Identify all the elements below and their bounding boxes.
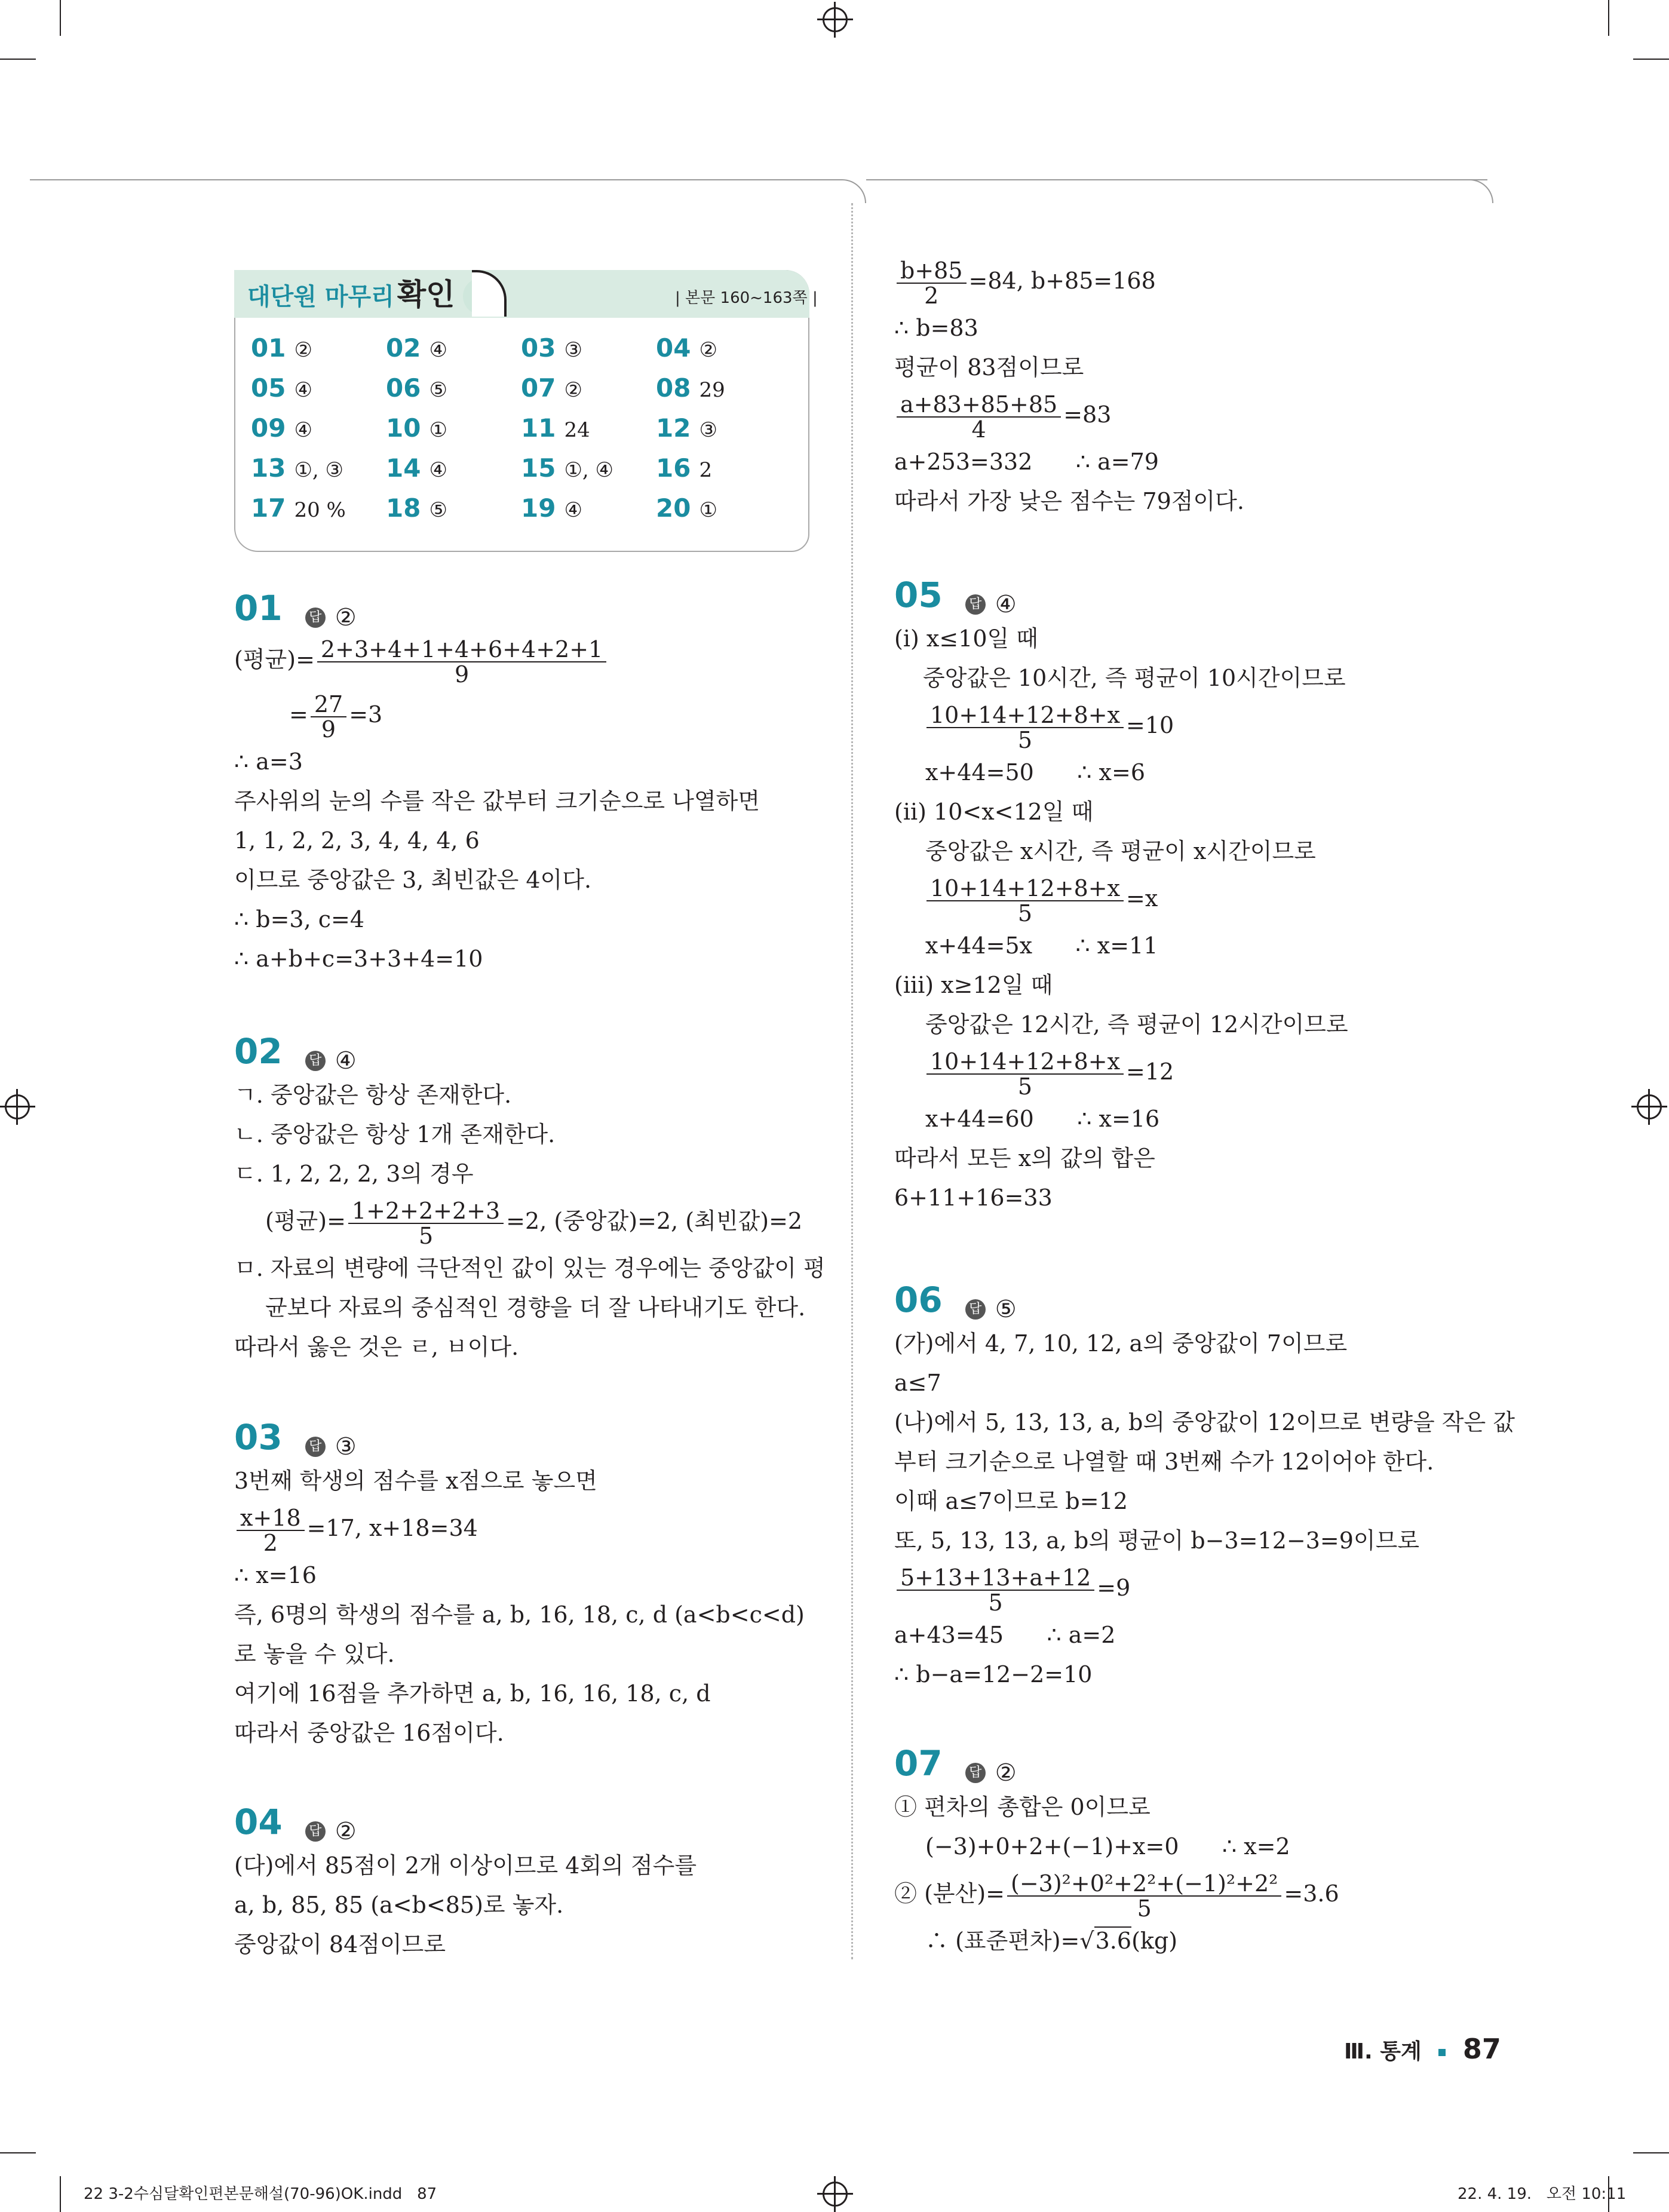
answer-item [251,413,312,443]
denominator: 5 [418,1222,434,1249]
q05-number: 05 [894,575,943,615]
q05-line13: 따라서 모든 x의 값의 합은 [894,1145,1155,1171]
q04-choice: ② [335,1817,357,1845]
q01-line1 [234,632,760,687]
q06-line7 [894,1560,1515,1615]
q02-line2: ㄴ. 중앙값은 항상 1개 존재한다. [234,1121,556,1148]
q01-choice: ② [335,603,357,631]
q02-line4 [234,1194,826,1248]
answer-item [521,333,582,363]
answer-item [386,413,447,443]
footer-file: 22 3-2수심달확인편본문해설(70-96)OK.indd 87 [84,2185,437,2203]
registration-mark-icon [5,1094,30,1119]
q02-line5: ㅁ. 자료의 변량에 극단적인 값이 있는 경우에는 중앙값이 평 [234,1255,826,1281]
q02-number: 02 [234,1031,283,1072]
registration-mark-icon [823,7,848,32]
answer-item [656,413,717,443]
answer-item [386,373,447,403]
q06-header [894,1276,1515,1324]
answer-value: ④ [429,338,447,362]
q03-line3: ∴ x=16 [234,1562,317,1588]
denominator: 2 [924,282,939,309]
answer-box-title [247,275,500,314]
q07-line1: ① 편차의 총합은 0이므로 [894,1794,1150,1820]
answer-number: 14 [386,453,421,483]
answer-number: 09 [251,413,286,443]
answer-number: 12 [656,413,691,443]
q04-r1 [894,253,1244,308]
q05-line11 [894,1044,1348,1099]
q07-line2: (−3)+0+2+(−1)+x=0 ∴ x=2 [925,1833,1290,1860]
q04-r5: a+253=332 ∴ a=79 [894,449,1159,475]
registration-mark-icon [1637,1094,1662,1119]
denominator: 5 [1017,1073,1033,1100]
q02-line1: ㄱ. 중앙값은 항상 존재한다. [234,1082,512,1108]
q03-l2-post: =17, x+18=34 [306,1515,478,1541]
q04-header [234,1798,697,1846]
answer-number: 15 [521,453,556,483]
q04-section [234,1798,697,1964]
answer-box-title-b: 확인 [397,277,455,312]
page-number: 87 [1462,2033,1501,2065]
denominator: 5 [988,1589,1003,1616]
denominator: 9 [454,661,470,688]
q02-choice: ④ [335,1047,357,1075]
crop-mark [0,2152,36,2153]
q04-r4-post: =83 [1063,401,1112,428]
q02-line6: 균보다 자료의 중심적인 경향을 더 잘 나타내기도 한다. [265,1294,806,1321]
q03-section [234,1413,805,1753]
q07-line3 [894,1866,1339,1921]
denominator: 2 [263,1529,278,1556]
q04-number: 04 [234,1802,283,1842]
answer-item [251,453,343,483]
q03-line2 [234,1501,805,1556]
q04-line2: a, b, 85, 85 (a<b<85)로 놓자. [234,1892,564,1918]
q05-line8: x+44=5x ∴ x=11 [925,932,1158,959]
q05-l7-post: =x [1126,885,1158,912]
answer-item [251,493,346,523]
answer-label-icon: 답 [305,608,326,628]
answer-value: ③ [699,418,717,442]
answer-value: ① [429,418,447,442]
q06-line4: 부터 크기순으로 나열할 때 3번째 수가 12이어야 한다. [894,1449,1434,1475]
denominator: 5 [1017,726,1033,753]
fraction [897,1566,1094,1615]
footer-square-icon [1438,2049,1446,2056]
q04-r4 [894,387,1244,442]
answer-item [656,453,712,483]
q05-l3-post: =10 [1126,712,1174,738]
answer-number: 05 [251,373,286,403]
q05-line6: 중앙값은 x시간, 즉 평균이 x시간이므로 [925,838,1316,864]
q04-r3: 평균이 83점이므로 [894,354,1084,381]
answer-item [251,333,312,363]
answer-item [656,333,717,363]
q02-section [234,1027,826,1367]
answer-label-icon: 답 [305,1437,326,1457]
q05-line5: (ⅱ) 10<x<12일 때 [894,799,1094,825]
q02-line7: 따라서 옳은 것은 ㄹ, ㅂ이다. [234,1334,519,1360]
q03-line7: 따라서 중앙값은 16점이다. [234,1720,504,1746]
answer-item [521,493,582,523]
q05-line4: x+44=50 ∴ x=6 [925,759,1145,786]
numerator: b+85 [897,259,967,284]
fraction [237,1506,305,1555]
denominator: 5 [1137,1895,1152,1922]
answer-box-title-a: 대단원 마무리 [247,283,394,311]
answer-item [656,493,717,523]
column-divider [851,203,853,1959]
q03-choice: ③ [335,1432,357,1461]
fraction [926,703,1124,752]
q04-r1-post: =84, b+85=168 [968,268,1156,294]
q06-l7-post: =9 [1097,1575,1131,1601]
answer-value: ⑤ [429,498,447,522]
answer-value: ①, ③ [294,458,344,482]
q07-line4 [894,1921,1339,1961]
denominator: 5 [1017,900,1033,926]
answer-value: ⑤ [429,378,447,402]
q01-l2-post: =3 [349,701,383,728]
q05-line9: (ⅲ) x≥12일 때 [894,972,1053,998]
answer-value: ④ [294,378,312,402]
q07-l3-post: =3.6 [1284,1880,1339,1907]
crop-mark [1633,2152,1669,2153]
q06-line2: a≤7 [894,1370,941,1396]
q02-l4-pre: (평균)= [265,1208,346,1234]
answer-number: 10 [386,413,421,443]
answer-number: 07 [521,373,556,403]
q05-l11-post: =12 [1126,1059,1174,1085]
q07-section [894,1739,1339,1961]
footer-section [1344,2031,1501,2070]
answer-number: 13 [251,453,286,483]
fraction [897,392,1061,441]
q04-r6: 따라서 가장 낮은 점수는 79점이다. [894,488,1244,514]
q03-number: 03 [234,1417,283,1458]
answer-number: 19 [521,493,556,523]
numerator: 5+13+13+a+12 [897,1566,1094,1591]
q05-line3 [894,698,1348,753]
answer-item [521,453,613,483]
answer-item [521,413,590,443]
q01-number: 01 [234,588,283,628]
q06-line9: ∴ b−a=12−2=10 [894,1661,1093,1688]
q05-line7 [894,871,1348,926]
q06-line8: a+43=45 ∴ a=2 [894,1622,1116,1648]
page-frame-top-right [866,179,1487,180]
denominator: 4 [971,416,986,443]
q03-line5: 로 놓을 수 있다. [234,1641,395,1667]
q04-line3: 중앙값이 84점이므로 [234,1931,446,1958]
q03-line4: 즉, 6명의 학생의 점수를 a, b, 16, 18, c, d (a<b<c<d) [234,1602,805,1628]
q07-number: 07 [894,1743,943,1784]
answer-item [521,373,582,403]
numerator: 10+14+12+8+x [926,703,1124,728]
answer-label-icon: 답 [965,1763,986,1783]
answer-number: 06 [386,373,421,403]
answer-item [656,373,725,403]
q07-choice: ② [995,1759,1017,1787]
q07-l4-pre: ∴ (표준편차)=√ [925,1928,1094,1954]
numerator: 1+2+2+2+3 [348,1199,504,1224]
q05-line14: 6+11+16=33 [894,1185,1053,1211]
q06-line3: (나)에서 5, 13, 13, a, b의 중앙값이 12이므로 변량을 작은 값 [894,1409,1515,1435]
q01-l1-pre: (평균)= [234,646,315,673]
fraction [311,692,346,741]
registration-mark-icon [823,2182,848,2207]
answer-value: 20 % [294,498,346,522]
q02-header [234,1027,826,1075]
crop-mark [1633,59,1669,60]
q06-section [894,1276,1515,1694]
fraction [317,637,606,686]
crop-mark [1608,0,1609,36]
answer-number: 01 [251,333,286,363]
q07-l4-radicand: 3.6 [1095,1928,1132,1954]
answer-value: ④ [429,458,447,482]
answer-value: ③ [564,338,582,362]
answer-label-icon: 답 [305,1821,326,1842]
fraction [897,259,967,308]
q07-l3-pre: ② (분산)= [894,1880,1005,1907]
answer-number: 03 [521,333,556,363]
fraction [926,1050,1124,1099]
q05-line2: 중앙값은 10시간, 즉 평균이 10시간이므로 [923,665,1346,691]
crop-mark [0,59,36,60]
answer-item [386,493,447,523]
answer-number: 04 [656,333,691,363]
answer-value: ② [294,338,312,362]
numerator: a+83+85+85 [897,392,1061,418]
answer-number: 02 [386,333,421,363]
answer-number: 16 [656,453,691,483]
q06-line6: 또, 5, 13, 13, a, b의 평균이 b−3=12−3=9이므로 [894,1527,1420,1554]
answer-number: 18 [386,493,421,523]
q05-line12: x+44=60 ∴ x=16 [925,1106,1160,1132]
answer-value: 24 [564,418,590,442]
q05-header [894,571,1348,619]
fraction [1007,1872,1281,1920]
page-frame-top [30,179,842,180]
numerator: 27 [311,692,346,717]
q06-number: 06 [894,1280,943,1320]
answer-value: ①, ④ [564,458,614,482]
q01-line8: ∴ a+b+c=3+3+4=10 [234,946,483,972]
q01-l2-pre: = [289,701,308,728]
answer-value: 29 [699,378,725,402]
q05-section [894,571,1348,1217]
q01-section [234,584,760,978]
q07-header [894,1739,1339,1787]
q01-line7: ∴ b=3, c=4 [234,906,365,932]
q01-line6: 이므로 중앙값은 3, 최빈값은 4이다. [234,867,592,893]
q01-header [234,584,760,632]
denominator: 9 [321,716,336,743]
q06-line1: (가)에서 4, 7, 10, 12, a의 중앙값이 7이므로 [894,1330,1348,1357]
q05-choice: ④ [995,590,1017,618]
answer-value: ④ [564,498,582,522]
page-frame-curve [842,179,866,203]
answer-value: ① [699,498,717,522]
answer-value: ② [699,338,717,362]
numerator: 10+14+12+8+x [926,1050,1124,1075]
page-ref: | 본문 160~163쪽 | [675,289,818,307]
numerator: 10+14+12+8+x [926,876,1124,901]
answer-item [251,373,312,403]
q01-line5: 1, 1, 2, 2, 3, 4, 4, 4, 6 [234,827,480,854]
q04-r2: ∴ b=83 [894,315,978,341]
q03-line6: 여기에 16점을 추가하면 a, b, 16, 16, 18, c, d [234,1680,711,1707]
q05-line10: 중앙값은 12시간, 즉 평균이 12시간이므로 [925,1011,1348,1038]
answer-value: 2 [699,458,713,482]
crop-mark [60,0,61,36]
answer-number: 11 [521,413,556,443]
page-frame-curve-r [1458,179,1493,203]
answer-item [386,333,447,363]
q01-line4: 주사위의 눈의 수를 작은 값부터 크기순으로 나열하면 [234,788,760,814]
q07-l4-post: (kg) [1131,1928,1178,1954]
answer-number: 17 [251,493,286,523]
footer-date: 22. 4. 19. 오전 10:11 [1458,2185,1627,2203]
answer-value: ② [564,378,582,402]
answer-number: 08 [656,373,691,403]
fraction [348,1199,504,1248]
answer-value: ④ [294,418,312,442]
q03-line1: 3번째 학생의 점수를 x점으로 놓으면 [234,1468,597,1494]
numerator: x+18 [237,1506,305,1531]
q02-line3: ㄷ. 1, 2, 2, 2, 3의 경우 [234,1161,474,1187]
q02-l4-post: =2, (중앙값)=2, (최빈값)=2 [506,1208,803,1234]
crop-mark [60,2176,61,2212]
q06-choice: ⑤ [995,1295,1017,1323]
q01-line2 [234,687,760,742]
q04-line1: (다)에서 85점이 2개 이상이므로 4회의 점수를 [234,1852,697,1879]
numerator: (−3)²+0²+2²+(−1)²+2² [1007,1872,1281,1897]
q04-continued [894,253,1244,521]
answer-label-icon: 답 [965,594,986,615]
section-title: Ⅲ. 통계 [1344,2039,1422,2064]
q03-header [234,1413,805,1461]
answer-label-icon: 답 [305,1051,326,1071]
numerator: 2+3+4+1+4+6+4+2+1 [317,637,606,662]
q06-line5: 이때 a≤7이므로 b=12 [894,1488,1128,1514]
q01-line3: ∴ a=3 [234,748,303,775]
answer-number: 20 [656,493,691,523]
answer-label-icon: 답 [965,1299,986,1320]
q05-line1: (ⅰ) x≤10일 때 [894,625,1039,652]
fraction [926,876,1124,925]
answer-item [386,453,447,483]
